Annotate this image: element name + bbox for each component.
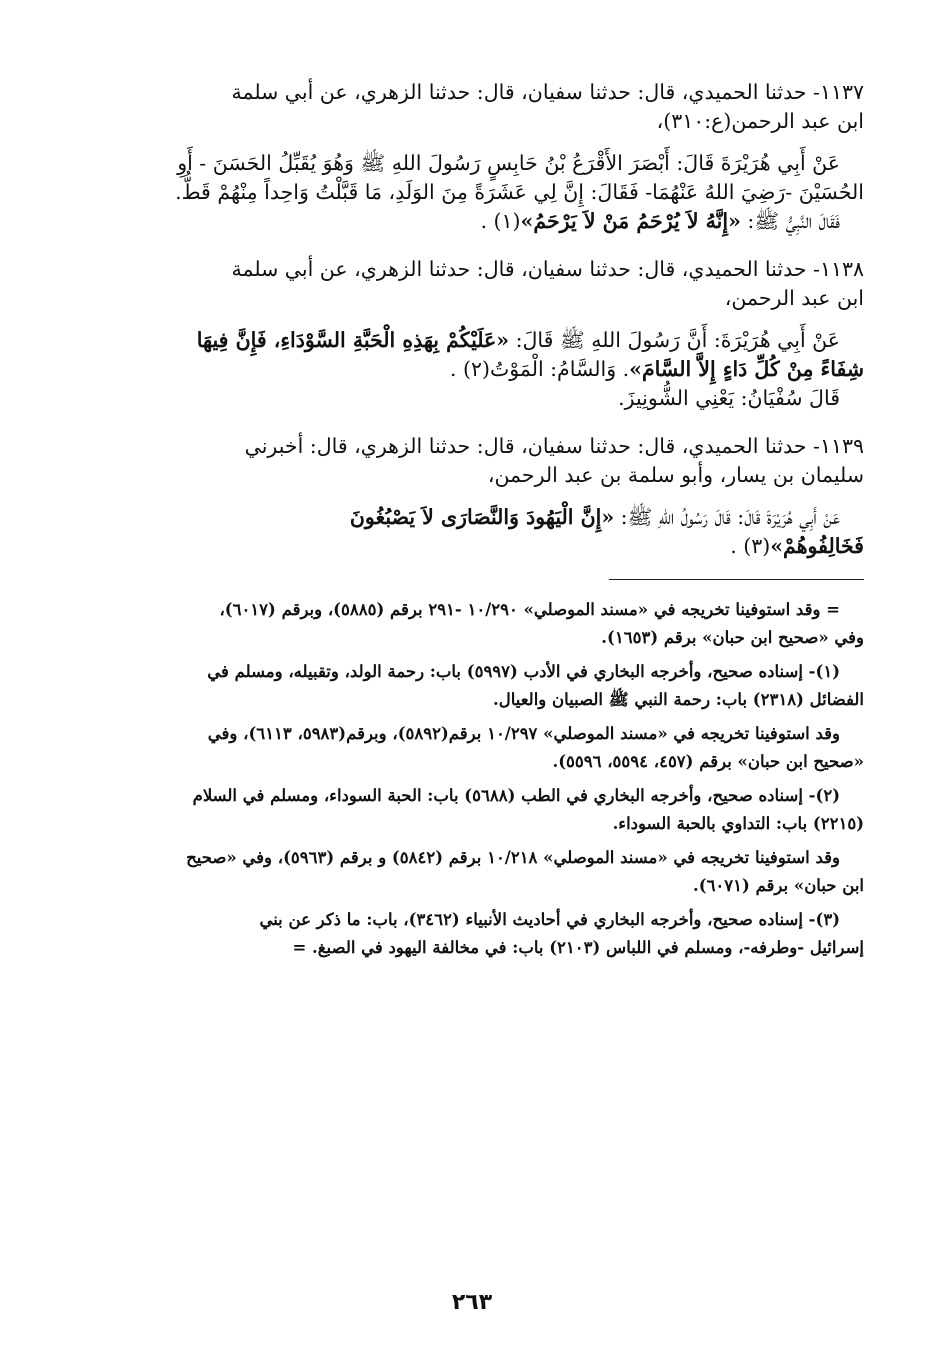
hadith-1139-isnad-line-1: ١١٣٩- حدثنا الحميدي، قال: حدثنا سفيان، قال: حدثنا الزهري، قال: أخبرني [244,434,864,458]
matn-saying: «إِنَّ الْيَهُودَ وَالنَّصَارَى لاَ يَصْبُغُونَ [349,505,615,529]
hadith-1137-isnad-line-1: ١١٣٧- حدثنا الحميدي، قال: حدثنا سفيان، قال: حدثنا الزهري، عن أبي سلمة [231,80,864,104]
footnotes [78,596,864,961]
footnote-line: (٢)- إسناده صحيح، وأخرجه البخاري في الطب (٥٦٨٨) باب: الحبة السوداء، ومسلم في السلام [192,786,840,805]
matn-saying-cont: فَخَالِفُوهُمْ» [770,534,864,558]
matn-saying-cont: شِفَاءً مِنْ كُلِّ دَاءٍ إِلاَّ السَّامَ» [629,357,864,381]
hadith-1138-matn-line-2 [78,355,864,384]
hadith-1139-matn-line-1 [78,503,864,532]
saying-intro: فَقَالَ النَّبِيُّ ﷺ: [740,209,840,233]
footnote-line: = وقد استوفينا تخريجه في «مسند الموصلي» ١٠/٢٩٠ -٢٩١ برقم (٥٨٨٥)، وبرقم (٦٠١٧)، [219,600,840,619]
footnote-ref-1: (١) . [480,209,521,233]
hadith-1138-isnad-line-1: ١١٣٨- حدثنا الحميدي، قال: حدثنا سفيان، قال: حدثنا الزهري، عن أبي سلمة [231,257,864,281]
footnote-line: ابن حبان» برقم (٦٠٧١). [693,875,864,895]
page-number: ٢٦٣ [451,1290,493,1315]
saying-text: «إِنَّهُ لاَ يُرْحَمُ مَنْ لاَ يَرْحَمُ» [520,209,741,233]
hadith-1138-matn-line-1 [78,326,864,355]
footnote-line: (٢٢١٥) باب: التداوي بالحبة السوداء. [612,813,864,833]
footnote-separator [609,579,864,580]
footnote-line: إسرائيل -وطرفه-، ومسلم في اللباس (٢١٠٣) باب: في مخالفة اليهود في الصبغ. = [292,937,864,957]
hadith-1137-matn-line-1: عَنْ أَبِي هُرَيْرَةَ قَالَ: أَبْصَرَ الأَقْرَعُ بْنُ حَابِسٍ رَسُولَ اللهِ ﷺ وَهُوَ يُقَبِّلُ الحَسَنَ - أَوِ [177,151,840,175]
hadith-1139-matn-line-2 [78,532,864,561]
matn-saying: «عَلَيْكُمْ بِهَذِهِ الْحَبَّةِ السَّوْدَاءِ، فَإِنَّ فِيهَا [196,328,510,352]
matn-intro: عَنْ أَبِي هُرَيْرَةَ: أَنَّ رَسُولَ اللهِ ﷺ قَالَ: [509,328,840,352]
footnote-line: (١)- إسناده صحيح، وأخرجه البخاري في الأدب (٥٩٩٧) باب: رحمة الولد، وتقبيله، ومسلم في [207,662,840,681]
footnote-line: وفي «صحيح ابن حبان» برقم (١٦٥٣). [601,627,864,647]
hadith-1138-sufyan-comment: قَالَ سُفْيَانُ: يَعْنِي الشُّونِيزَ. [618,386,840,410]
main-text [78,78,864,561]
footnote-line: وقد استوفينا تخريجه في «مسند الموصلي» ١٠/٢١٨ برقم (٥٨٤٢) و برقم (٥٩٦٣)، وفي «صحيح [186,848,840,867]
hadith-1139-isnad-line-2: سليمان بن يسار، وأبو سلمة بن عبد الرحمن، [487,463,864,487]
book-page [78,78,864,961]
hadith-1137-isnad-line-2: ابن عبد الرحمن(ع:٣١٠)، [656,109,864,133]
hadith-1138-isnad-line-2: ابن عبد الرحمن، [724,286,864,310]
footnote-ref-3: (٣) . [730,534,771,558]
footnote-line: «صحيح ابن حبان» برقم (٤٥٧، ٥٥٩٤، ٥٥٩٦). [552,751,864,771]
footnote-line: (٣)- إسناده صحيح، وأخرجه البخاري في أحاديث الأنبياء (٣٤٦٢)، باب: ما ذكر عن بني [259,910,840,929]
matn-rest: . وَالسَّامُ: الْمَوْتُ(٢) . [449,357,630,381]
matn-intro: عَنْ أَبِي هُرَيْرَةَ قَالَ: قَالَ رَسُولُ اللهِ ﷺ: [614,505,840,529]
hadith-1137-prophet-saying [78,207,864,236]
footnote-line: الفضائل (٢٣١٨) باب: رحمة النبي ﷺ الصبيان والعيال. [492,689,864,709]
hadith-1137-matn-line-2: الحُسَيْنَ -رَضِيَ اللهُ عَنْهُمَا- فَقَالَ: إِنَّ لِي عَشَرَةً مِنَ الوَلَدِ، مَا قَبَّلْتُ وَاحِداً مِنْهُمْ قَطُّ. [175,180,864,204]
footnote-line: وقد استوفينا تخريجه في «مسند الموصلي» ١٠/٢٩٧ برقم(٥٨٩٢)، وبرقم(٥٩٨٣، ٦١١٣)، وفي [207,724,840,743]
